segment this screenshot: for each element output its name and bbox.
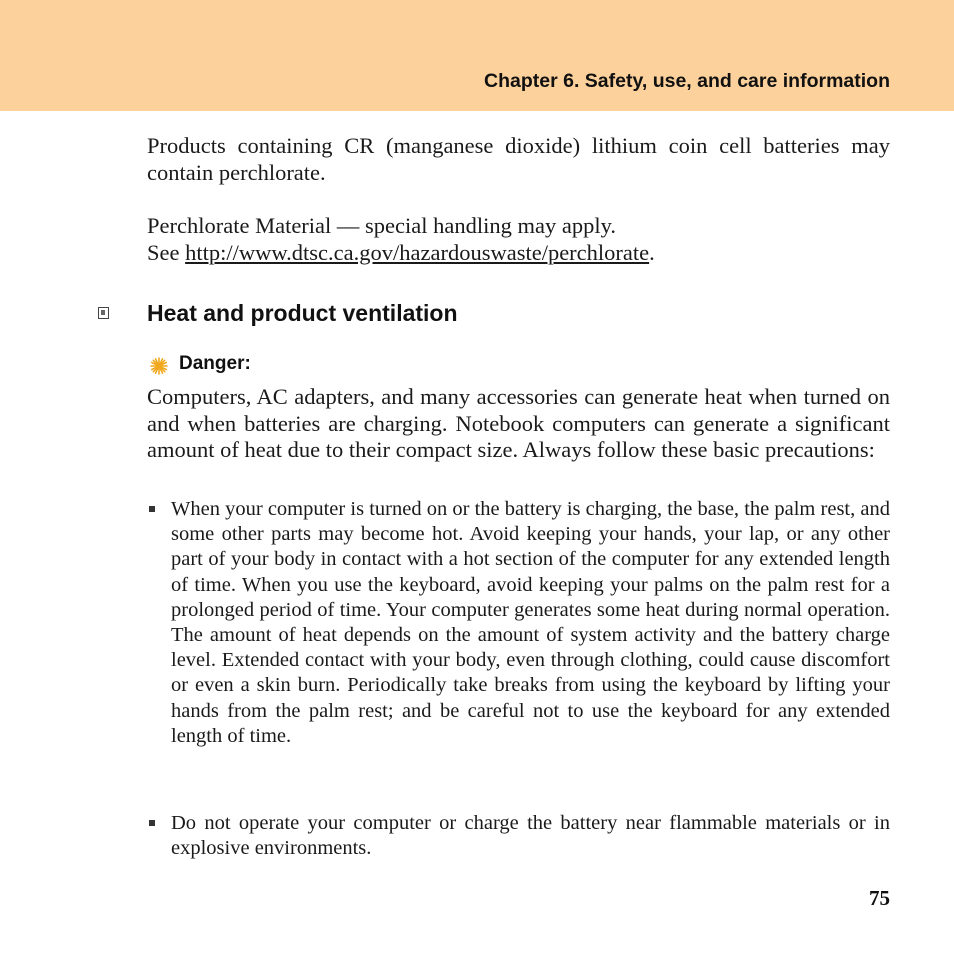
page-number: 75: [869, 886, 890, 910]
list-item: [147, 497, 890, 749]
bullet-square-icon: [149, 820, 155, 826]
section-heading: Heat and product ventilation: [147, 300, 458, 326]
heat-intro-paragraph: Computers, AC adapters, and many accessories can generate heat when turned on and when batteries are charging. Notebook computers can generate a significant amount of heat due to their compact size. Always follow these basic precautions:: [147, 384, 890, 462]
bullet-square-icon: [149, 506, 155, 512]
chapter-title: Chapter 6. Safety, use, and care information: [484, 70, 890, 92]
perchlorate-notice: [147, 213, 890, 266]
see-link-line: [147, 240, 890, 267]
perchlorate-line: Perchlorate Material — special handling may apply.: [147, 213, 617, 238]
list-item: [147, 811, 890, 861]
section-bullet-icon: [98, 307, 109, 319]
bullet-text: Do not operate your computer or charge the battery near flammable materials or in explosive environments.: [171, 812, 890, 860]
perchlorate-paragraph: Products containing CR (manganese dioxide) lithium coin cell batteries may contain perchlorate.: [147, 133, 890, 185]
perchlorate-link[interactable]: http://www.dtsc.ca.gov/hazardouswaste/perchlorate: [185, 239, 650, 265]
danger-sunburst-icon: [150, 357, 168, 375]
danger-label: Danger:: [179, 353, 251, 374]
see-suffix: .: [649, 239, 655, 265]
header-band: [0, 0, 954, 111]
bullet-text: When your computer is turned on or the battery is charging, the base, the palm rest, and some other parts may become hot. Avoid keeping your hands, your lap, or any other part of your body in contact with a hot section of the computer for any extended length of time. When you use the keyboard, avoid keeping your palms on the palm rest for a prolonged period of time. Your computer generates some heat during normal operation. The amount of heat depends on the amount of system activity and the battery charge level. Extended contact with your body, even through clothing, could cause discomfort or even a skin burn. Periodically take breaks from using the keyboard by lifting your hands from the palm rest; and be careful not to use the keyboard for any extended length of time.: [171, 498, 890, 747]
see-prefix: See: [147, 239, 186, 265]
